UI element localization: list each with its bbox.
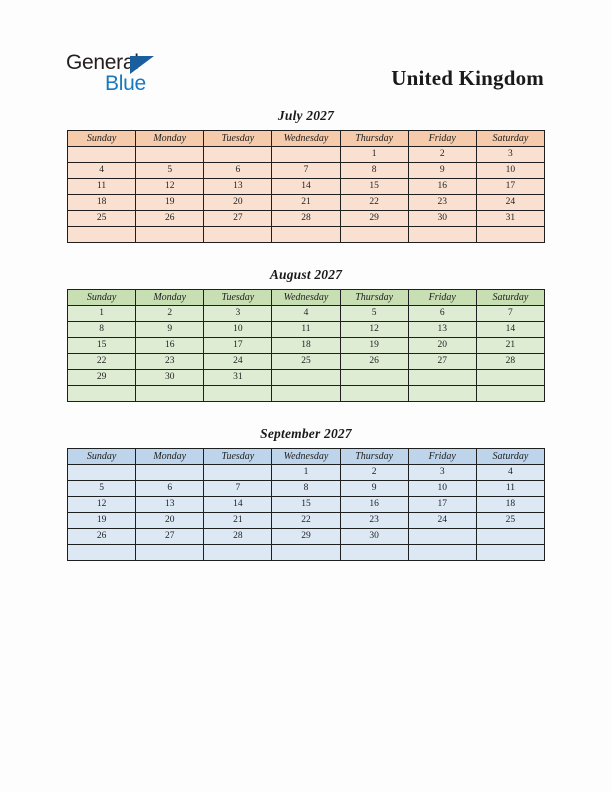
day-cell[interactable]: 16	[136, 338, 204, 354]
calendar-table-september	[67, 448, 545, 561]
day-cell[interactable]: 19	[68, 513, 136, 529]
day-cell[interactable]: 7	[272, 163, 340, 179]
day-cell[interactable]: 5	[340, 306, 408, 322]
day-cell[interactable]	[204, 227, 272, 243]
day-cell[interactable]	[476, 227, 544, 243]
day-cell[interactable]: 14	[476, 322, 544, 338]
day-cell[interactable]: 21	[272, 195, 340, 211]
calendar-week-row	[68, 386, 545, 402]
calendar-week-row	[68, 545, 545, 561]
day-cell[interactable]: 4	[68, 163, 136, 179]
weekday-header-friday: Friday	[408, 131, 476, 147]
calendar-months-container	[0, 108, 612, 585]
day-cell[interactable]: 2	[340, 465, 408, 481]
logo-text-general: General	[66, 51, 139, 74]
weekday-header-friday: Friday	[408, 290, 476, 306]
calendar-week-row	[68, 322, 545, 338]
day-cell[interactable]: 7	[476, 306, 544, 322]
day-cell[interactable]: 24	[204, 354, 272, 370]
month-title-august: August 2027	[269, 267, 343, 282]
day-cell[interactable]: 27	[204, 211, 272, 227]
day-cell[interactable]: 16	[340, 497, 408, 513]
day-cell[interactable]: 26	[136, 211, 204, 227]
calendar-week-row	[68, 465, 545, 481]
day-cell[interactable]: 1	[68, 306, 136, 322]
day-cell[interactable]: 31	[476, 211, 544, 227]
day-cell[interactable]	[136, 545, 204, 561]
day-cell[interactable]	[68, 386, 136, 402]
weekday-header-wednesday: Wednesday	[272, 449, 340, 465]
weekday-header-wednesday: Wednesday	[272, 131, 340, 147]
day-cell[interactable]	[476, 545, 544, 561]
day-cell[interactable]: 6	[204, 163, 272, 179]
weekday-header-tuesday: Tuesday	[204, 131, 272, 147]
day-cell[interactable]	[68, 147, 136, 163]
day-cell[interactable]	[68, 545, 136, 561]
day-cell[interactable]: 17	[408, 497, 476, 513]
day-cell[interactable]	[408, 370, 476, 386]
day-cell[interactable]: 18	[476, 497, 544, 513]
day-cell[interactable]: 28	[272, 211, 340, 227]
day-cell[interactable]: 23	[136, 354, 204, 370]
day-cell[interactable]: 21	[204, 513, 272, 529]
day-cell[interactable]: 3	[408, 465, 476, 481]
day-cell[interactable]	[476, 386, 544, 402]
day-cell[interactable]: 16	[408, 179, 476, 195]
day-cell[interactable]: 9	[408, 163, 476, 179]
calendar-table-july	[67, 130, 545, 243]
day-cell[interactable]: 29	[340, 211, 408, 227]
day-cell[interactable]: 26	[340, 354, 408, 370]
day-cell[interactable]: 5	[136, 163, 204, 179]
day-cell[interactable]: 24	[408, 513, 476, 529]
day-cell[interactable]: 20	[408, 338, 476, 354]
day-cell[interactable]: 18	[68, 195, 136, 211]
day-cell[interactable]: 14	[204, 497, 272, 513]
day-cell[interactable]: 8	[272, 481, 340, 497]
general-blue-logo[interactable]	[66, 52, 186, 98]
day-cell[interactable]	[340, 227, 408, 243]
day-cell[interactable]: 10	[408, 481, 476, 497]
day-cell[interactable]: 24	[476, 195, 544, 211]
page-title: United Kingdom	[391, 66, 544, 90]
day-cell[interactable]	[272, 545, 340, 561]
day-cell[interactable]: 13	[204, 179, 272, 195]
day-cell[interactable]: 14	[272, 179, 340, 195]
day-cell[interactable]: 17	[204, 338, 272, 354]
day-cell[interactable]: 25	[476, 513, 544, 529]
day-cell[interactable]: 26	[68, 529, 136, 545]
day-cell[interactable]	[136, 227, 204, 243]
weekday-header-thursday: Thursday	[340, 290, 408, 306]
day-cell[interactable]	[340, 370, 408, 386]
day-cell[interactable]: 9	[136, 322, 204, 338]
calendar-week-row	[68, 179, 545, 195]
day-cell[interactable]: 29	[272, 529, 340, 545]
day-cell[interactable]: 13	[136, 497, 204, 513]
day-cell[interactable]: 20	[204, 195, 272, 211]
day-cell[interactable]: 18	[272, 338, 340, 354]
day-cell[interactable]: 11	[272, 322, 340, 338]
weekday-header-tuesday: Tuesday	[204, 449, 272, 465]
day-cell[interactable]: 22	[340, 195, 408, 211]
day-cell[interactable]: 20	[136, 513, 204, 529]
weekday-header-friday: Friday	[408, 449, 476, 465]
weekday-header-saturday: Saturday	[476, 290, 544, 306]
day-cell[interactable]	[408, 529, 476, 545]
day-cell[interactable]	[272, 227, 340, 243]
day-cell[interactable]	[340, 545, 408, 561]
day-cell[interactable]	[136, 386, 204, 402]
day-cell[interactable]: 25	[68, 211, 136, 227]
calendar-week-row	[68, 147, 545, 163]
day-cell[interactable]: 7	[204, 481, 272, 497]
day-cell[interactable]: 5	[68, 481, 136, 497]
weekday-header-sunday: Sunday	[68, 449, 136, 465]
day-cell[interactable]: 25	[272, 354, 340, 370]
weekday-header-saturday: Saturday	[476, 131, 544, 147]
day-cell[interactable]	[136, 465, 204, 481]
calendar-week-row	[68, 513, 545, 529]
day-cell[interactable]: 23	[408, 195, 476, 211]
day-cell[interactable]	[68, 465, 136, 481]
day-cell[interactable]: 15	[272, 497, 340, 513]
day-cell[interactable]: 27	[408, 354, 476, 370]
month-title-july: July 2027	[277, 108, 335, 123]
day-cell[interactable]: 2	[136, 306, 204, 322]
calendar-week-row	[68, 354, 545, 370]
day-cell[interactable]	[408, 545, 476, 561]
weekday-header-thursday: Thursday	[340, 131, 408, 147]
day-cell[interactable]: 6	[408, 306, 476, 322]
calendar-week-row	[68, 163, 545, 179]
day-cell[interactable]: 4	[476, 465, 544, 481]
day-cell[interactable]: 1	[340, 147, 408, 163]
day-cell[interactable]	[272, 370, 340, 386]
day-cell[interactable]: 13	[408, 322, 476, 338]
day-cell[interactable]	[272, 147, 340, 163]
calendar-week-row	[68, 306, 545, 322]
calendar-table-august	[67, 289, 545, 402]
day-cell[interactable]	[272, 386, 340, 402]
day-cell[interactable]: 30	[340, 529, 408, 545]
day-cell[interactable]: 23	[340, 513, 408, 529]
day-cell[interactable]: 11	[68, 179, 136, 195]
weekday-header-sunday: Sunday	[68, 290, 136, 306]
day-cell[interactable]: 15	[68, 338, 136, 354]
day-cell[interactable]: 22	[68, 354, 136, 370]
day-cell[interactable]: 17	[476, 179, 544, 195]
weekday-header-wednesday: Wednesday	[272, 290, 340, 306]
page-header	[0, 0, 612, 108]
calendar-week-row	[68, 497, 545, 513]
day-cell[interactable]: 30	[408, 211, 476, 227]
calendar-week-row	[68, 211, 545, 227]
weekday-header-thursday: Thursday	[340, 449, 408, 465]
logo-text-blue: Blue	[105, 72, 146, 95]
day-cell[interactable]: 12	[340, 322, 408, 338]
day-cell[interactable]: 9	[340, 481, 408, 497]
day-cell[interactable]	[408, 386, 476, 402]
month-block-july	[67, 108, 545, 243]
day-cell[interactable]	[476, 529, 544, 545]
day-cell[interactable]: 30	[136, 370, 204, 386]
calendar-week-row	[68, 370, 545, 386]
day-cell[interactable]	[476, 370, 544, 386]
month-title-september: September 2027	[260, 426, 352, 441]
day-cell[interactable]: 28	[204, 529, 272, 545]
weekday-header-row	[68, 449, 545, 465]
weekday-header-sunday: Sunday	[68, 131, 136, 147]
weekday-header-monday: Monday	[136, 449, 204, 465]
day-cell[interactable]: 21	[476, 338, 544, 354]
day-cell[interactable]: 12	[68, 497, 136, 513]
day-cell[interactable]: 2	[408, 147, 476, 163]
calendar-week-row	[68, 529, 545, 545]
day-cell[interactable]: 6	[136, 481, 204, 497]
calendar-week-row	[68, 338, 545, 354]
day-cell[interactable]: 1	[272, 465, 340, 481]
day-cell[interactable]: 4	[272, 306, 340, 322]
day-cell[interactable]: 8	[340, 163, 408, 179]
day-cell[interactable]: 29	[68, 370, 136, 386]
day-cell[interactable]: 10	[204, 322, 272, 338]
day-cell[interactable]: 3	[204, 306, 272, 322]
calendar-week-row	[68, 481, 545, 497]
day-cell[interactable]: 11	[476, 481, 544, 497]
day-cell[interactable]	[136, 147, 204, 163]
day-cell[interactable]: 3	[476, 147, 544, 163]
weekday-header-row	[68, 290, 545, 306]
weekday-header-monday: Monday	[136, 131, 204, 147]
day-cell[interactable]: 10	[476, 163, 544, 179]
day-cell[interactable]: 28	[476, 354, 544, 370]
weekday-header-monday: Monday	[136, 290, 204, 306]
day-cell[interactable]: 27	[136, 529, 204, 545]
day-cell[interactable]	[408, 227, 476, 243]
day-cell[interactable]	[204, 465, 272, 481]
day-cell[interactable]: 19	[340, 338, 408, 354]
day-cell[interactable]: 8	[68, 322, 136, 338]
day-cell[interactable]: 19	[136, 195, 204, 211]
calendar-week-row	[68, 195, 545, 211]
day-cell[interactable]: 22	[272, 513, 340, 529]
weekday-header-tuesday: Tuesday	[204, 290, 272, 306]
day-cell[interactable]	[204, 386, 272, 402]
weekday-header-saturday: Saturday	[476, 449, 544, 465]
month-block-august	[67, 267, 545, 402]
day-cell[interactable]: 31	[204, 370, 272, 386]
day-cell[interactable]	[68, 227, 136, 243]
day-cell[interactable]: 12	[136, 179, 204, 195]
day-cell[interactable]: 15	[340, 179, 408, 195]
day-cell[interactable]	[204, 545, 272, 561]
weekday-header-row	[68, 131, 545, 147]
day-cell[interactable]	[340, 386, 408, 402]
month-block-september	[67, 426, 545, 561]
day-cell[interactable]	[204, 147, 272, 163]
calendar-week-row	[68, 227, 545, 243]
